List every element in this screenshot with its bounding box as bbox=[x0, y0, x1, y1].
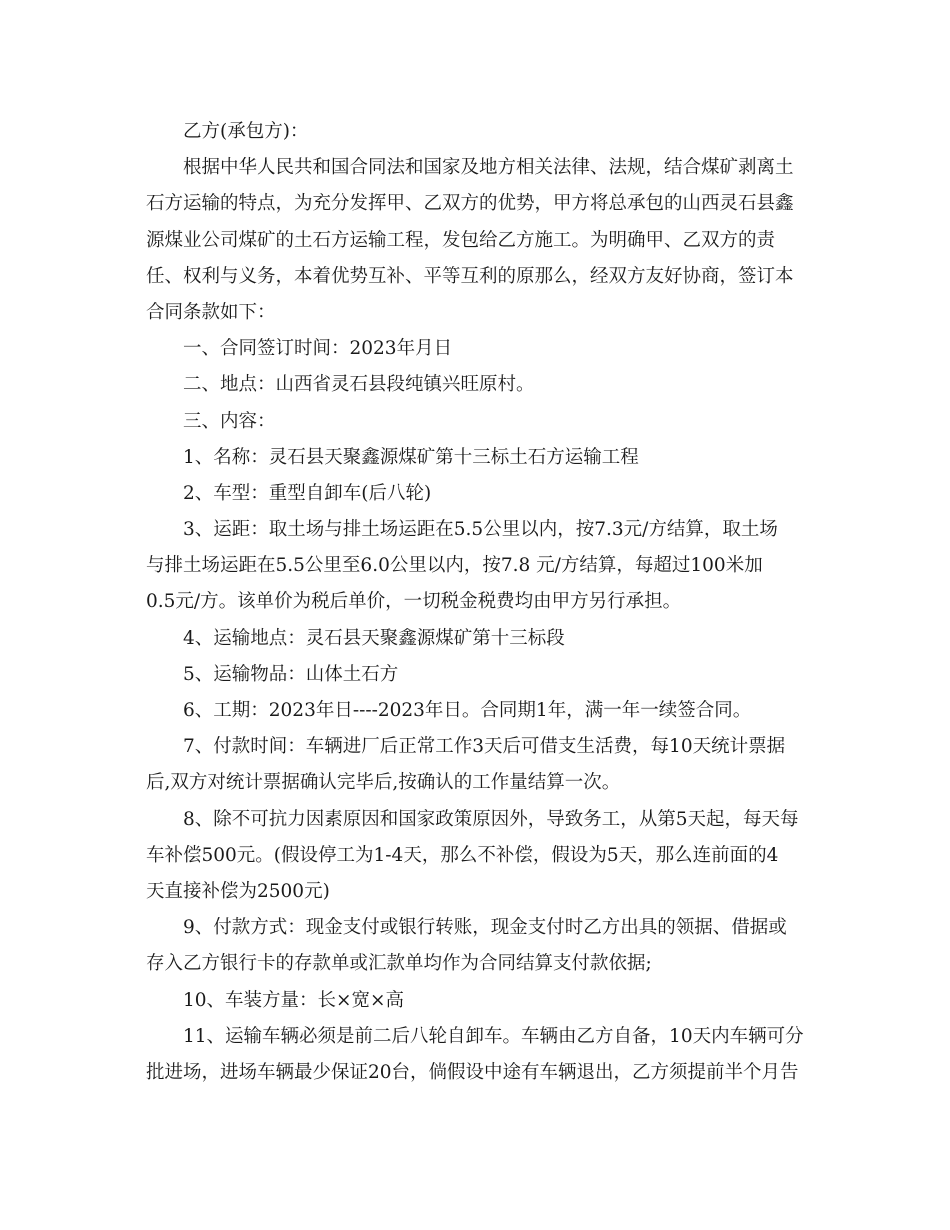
text-line: 二、地点：山西省灵石县段纯镇兴旺原村。 bbox=[183, 374, 535, 396]
text-line: 天直接补偿为2500元) bbox=[146, 880, 330, 902]
text-line: 后,双方对统计票据确认完毕后,按确认的工作量结算一次。 bbox=[146, 772, 621, 794]
text-line: 6、工期：2023年日----2023年日。合同期1年，满一年一续签合同。 bbox=[183, 700, 752, 721]
text-line: 石方运输的特点，为充分发挥甲、乙双方的优势，甲方将总承包的山西灵石县鑫 bbox=[146, 193, 794, 215]
text-line: 源煤业公司煤矿的土石方运输工程，发包给乙方施工。为明确甲、乙双方的责 bbox=[146, 229, 776, 251]
contract-text-body bbox=[146, 114, 806, 1091]
text-line: 11、运输车辆必须是前二后八轮自卸车。车辆由乙方自备，10天内车辆可分 bbox=[183, 1025, 804, 1047]
text-line: 3、运距：取土场与排土场运距在5.5公里以内，按7.3元/方结算，取土场 bbox=[183, 519, 778, 541]
text-line: 批进场，进场车辆最少保证20台，倘假设中途有车辆退出，乙方须提前半个月告 bbox=[146, 1061, 799, 1083]
text-line: 8、除不可抗力因素原因和国家政策原因外，导致务工，从第5天起，每天每 bbox=[183, 808, 799, 830]
text-line: 1、名称：灵石县天聚鑫源煤矿第十三标土石方运输工程 bbox=[183, 446, 639, 468]
text-line: 存入乙方银行卡的存款单或汇款单均作为合同结算支付款依据; bbox=[146, 953, 652, 975]
text-line: 7、付款时间：车辆进厂后正常工作3天后可借支生活费，每10天统计票据 bbox=[183, 736, 786, 758]
text-line: 5、运输物品：山体土石方 bbox=[183, 663, 399, 685]
text-line: 9、付款方式：现金支付或银行转账，现金支付时乙方出具的领据、借据或 bbox=[183, 917, 787, 939]
text-line: 与排土场运距在5.5公里至6.0公里以内，按7.8 元/方结算，每超过100米加 bbox=[146, 555, 763, 577]
text-line: 0.5元/方。该单价为税后单价，一切税金税费均由甲方另行承担。 bbox=[146, 591, 682, 613]
text-line: 合同条款如下： bbox=[146, 301, 276, 323]
text-line: 乙方(承包方)： bbox=[183, 121, 309, 142]
text-line: 车补偿500元。(假设停工为1-4天，那么不补偿，假设为5天，那么连前面的4 bbox=[146, 844, 779, 866]
text-line: 一、合同签订时间：2023年月日 bbox=[183, 338, 453, 360]
text-line: 根据中华人民共和国合同法和国家及地方相关法律、法规，结合煤矿剥离土 bbox=[183, 157, 794, 179]
text-line: 2、车型：重型自卸车(后八轮) bbox=[183, 482, 432, 504]
text-line: 任、权利与义务，本着优势互补、平等互利的原那么，经双方友好协商，签订本 bbox=[146, 265, 794, 287]
text-line: 10、车装方量：长×宽×高 bbox=[183, 989, 405, 1011]
text-line: 三、内容： bbox=[183, 410, 276, 432]
text-line: 4、运输地点：灵石县天聚鑫源煤矿第十三标段 bbox=[183, 627, 565, 649]
